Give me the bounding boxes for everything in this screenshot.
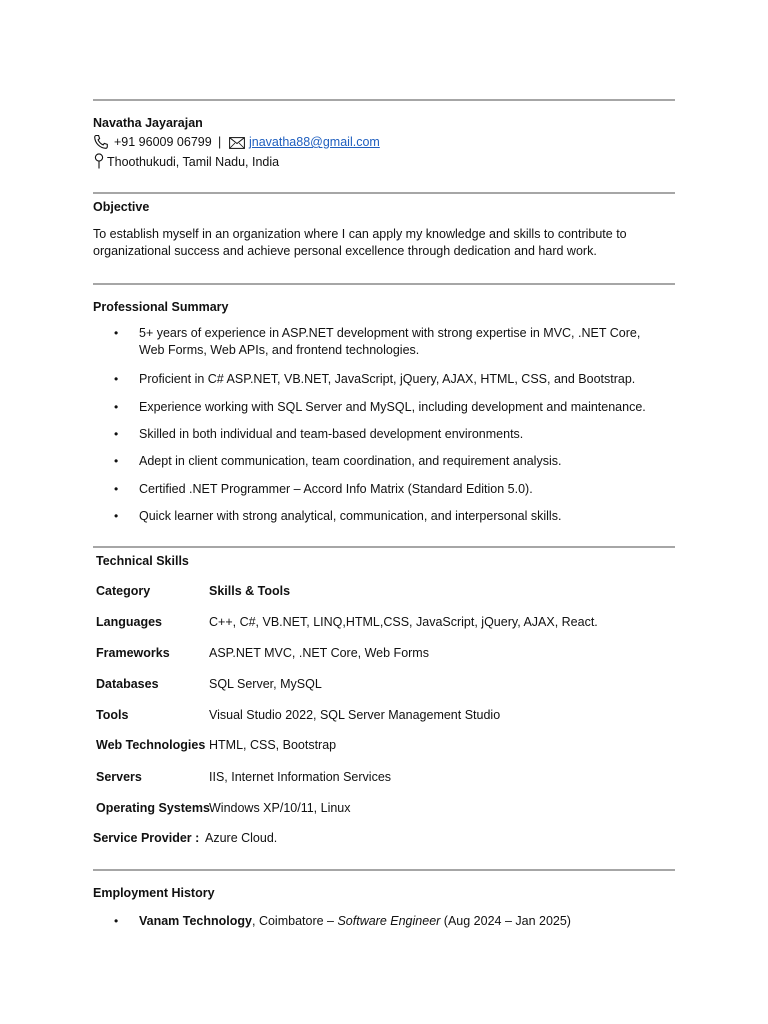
skill-category: Frameworks — [96, 646, 170, 660]
location-pin-icon — [94, 153, 104, 174]
summary-item: Skilled in both individual and team-based development environments. — [139, 427, 524, 441]
bullet-dot: • — [114, 454, 119, 468]
skills-heading: Technical Skills — [96, 554, 189, 568]
skill-value: HTML, CSS, Bootstrap — [209, 738, 337, 752]
bullet-dot: • — [114, 509, 119, 523]
skill-category: Databases — [96, 677, 159, 691]
section-divider — [93, 192, 675, 194]
employment-heading: Employment History — [93, 886, 215, 900]
skill-value: IIS, Internet Information Services — [209, 770, 392, 784]
section-divider — [93, 869, 675, 871]
bullet-dot: • — [114, 372, 119, 386]
skill-value: ASP.NET MVC, .NET Core, Web Forms — [209, 646, 429, 660]
section-divider — [93, 283, 675, 285]
skill-category: Web Technologies — [96, 738, 206, 752]
job-title: Software Engineer — [337, 914, 441, 928]
candidate-name: Navatha Jayarajan — [93, 116, 203, 130]
skill-category: Tools — [96, 708, 129, 722]
skill-value: Windows XP/10/11, Linux — [209, 801, 351, 815]
skill-value: Visual Studio 2022, SQL Server Management Studio — [209, 708, 501, 722]
bullet-dot: • — [114, 400, 119, 414]
objective-text: To establish myself in an organization where I can apply my knowledge and skills to contribute to organizational success and achieve personal excellence through dedication and hard work. — [93, 227, 627, 258]
skill-value: SQL Server, MySQL — [209, 677, 322, 691]
section-divider — [93, 99, 675, 101]
skills-col-skills: Skills & Tools — [209, 584, 291, 598]
employment-entry — [139, 913, 571, 929]
envelope-icon — [229, 136, 245, 154]
bullet-dot: • — [114, 326, 119, 340]
skill-category: Languages — [96, 615, 162, 629]
email-link[interactable]: jnavatha88@gmail.com — [249, 135, 380, 149]
summary-item: 5+ years of experience in ASP.NET development with strong expertise in MVC, .NET Core, Web Forms, Web APIs, and frontend technologies. — [139, 326, 641, 357]
objective-heading: Objective — [93, 200, 150, 214]
employment-dates: (Aug 2024 – Jan 2025) — [440, 914, 571, 928]
summary-heading: Professional Summary — [93, 300, 229, 314]
summary-item: Adept in client communication, team coordination, and requirement analysis. — [139, 454, 562, 468]
skills-col-category: Category — [96, 584, 151, 598]
summary-item: Certified .NET Programmer – Accord Info Matrix (Standard Edition 5.0). — [139, 482, 533, 496]
bullet-dot: • — [114, 427, 119, 441]
location-text: Thoothukudi, Tamil Nadu, India — [107, 155, 280, 169]
summary-item: Quick learner with strong analytical, communication, and interpersonal skills. — [139, 509, 562, 523]
contact-separator: | — [218, 135, 222, 149]
employer-name: Vanam Technology — [139, 914, 252, 928]
skill-category: Operating Systems — [96, 801, 210, 815]
bullet-dot: • — [114, 482, 119, 496]
skill-category: Servers — [96, 770, 142, 784]
summary-item: Experience working with SQL Server and MySQL, including development and maintenance. — [139, 400, 646, 414]
employer-location: , Coimbatore – — [252, 914, 338, 928]
phone-icon — [93, 134, 109, 155]
skill-value: C++, C#, VB.NET, LINQ,HTML,CSS, JavaScript, jQuery, AJAX, React. — [209, 615, 598, 629]
bullet-dot: • — [114, 914, 119, 928]
summary-item: Proficient in C# ASP.NET, VB.NET, JavaScript, jQuery, AJAX, HTML, CSS, and Bootstrap. — [139, 372, 636, 386]
service-provider-label: Service Provider : — [93, 831, 200, 845]
phone-number: +91 96009 06799 — [114, 135, 212, 149]
service-provider-value: Azure Cloud. — [205, 831, 278, 845]
section-divider — [93, 546, 675, 548]
